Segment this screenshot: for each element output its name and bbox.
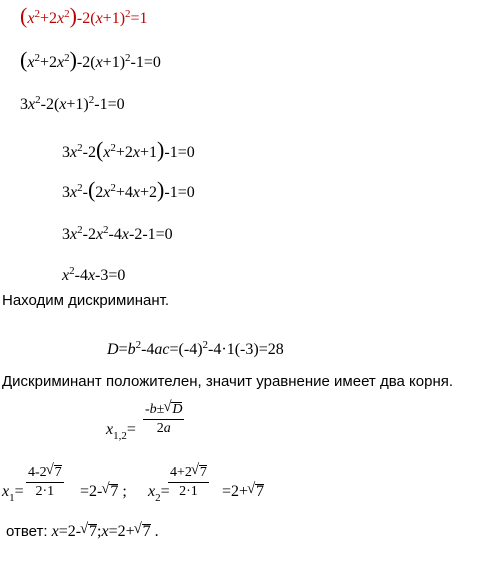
equation-line-2: $(x^2+2x^2)-2(x+1)^2-1=0$ — [20, 47, 161, 72]
root-formula-numerator: -b±√ D — [143, 402, 184, 418]
discriminant-positive-text: Дискриминант положителен, значит уравнение имеет два корня. — [2, 373, 454, 390]
equation-line-4: $3x^2-2(x^2+2x+1)-1=0$ — [62, 137, 195, 162]
find-discriminant-text: Находим дискриминант. — [2, 292, 170, 309]
root-x1-value: =2-√ 7 ; — [80, 482, 127, 502]
root-formula-lhs: $x_{1,2}=$ — [106, 421, 136, 442]
root-x1-fraction: 4-2√ 7 2·1 — [26, 465, 64, 500]
root-x1-label: $x_1=$ — [2, 483, 24, 504]
root-x2-label: $x_2=$ — [148, 483, 170, 504]
root-formula-fraction — [143, 402, 184, 437]
answer-label: ответ: — [6, 523, 48, 540]
equation-line-1: $(x^2+2x^2)-2(x+1)^2=1$ — [20, 3, 148, 28]
root-formula-denominator: 2a — [156, 421, 171, 436]
discriminant-line: $D=b^2-4ac=(-4)^2-4\cdot 1(-3)=28$ — [107, 339, 284, 358]
equation-line-5: $3x^2-(2x^2+4x+2)-1=0$ — [62, 177, 195, 202]
answer-line: ответ: x=2-√ 7;x=2+√ 7 . — [6, 522, 159, 542]
root-x2-value: =2+√ 7 — [222, 482, 264, 502]
equation-line-3: $3x^2-2(x+1)^2-1=0$ — [20, 94, 125, 113]
equation-line-7: $x^2-4x-3=0$ — [62, 265, 126, 284]
equation-line-6: $3x^2-2x^2-4x-2-1=0$ — [62, 224, 173, 243]
root-x2-fraction: 4+2√ 7 2·1 — [168, 465, 209, 500]
